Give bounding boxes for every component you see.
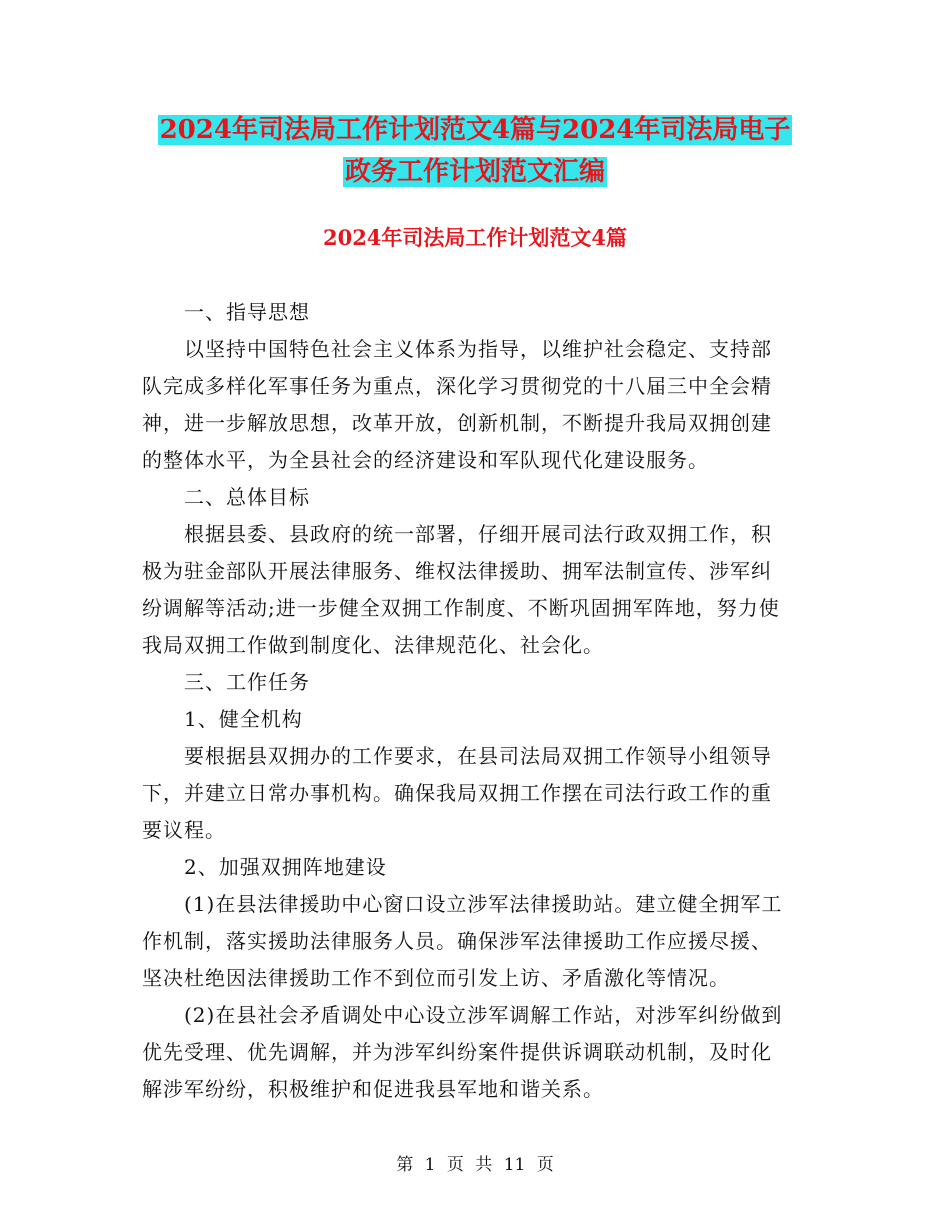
body-line: 解涉军纷纷，积极维护和促进我县军地和谐关系。: [142, 1077, 604, 1101]
body-line: 我局双拥工作做到制度化、法律规范化、社会化。: [142, 633, 604, 657]
body-line: 一、指导思想: [142, 300, 310, 324]
body-line: 根据县委、县政府的统一部署，仔细开展司法行政双拥工作，积: [142, 522, 772, 546]
body-line: 1、健全机构: [142, 707, 303, 731]
section-heading: 2024年司法局工作计划范文4篇: [322, 225, 628, 250]
body-line: 三、工作任务: [142, 670, 310, 694]
document-title-line-1: [0, 113, 950, 147]
body-line: 队完成多样化军事任务为重点，深化学习贯彻党的十八届三中全会精: [142, 374, 772, 398]
body-line: 极为驻金部队开展法律服务、维权法律援助、拥军法制宣传、涉军纠: [142, 559, 772, 583]
body-line: (2)在县社会矛盾调处中心设立涉军调解工作站，对涉军纠纷做到: [142, 1003, 783, 1027]
body-line: 要议程。: [142, 818, 226, 842]
body-line: 优先受理、优先调解，并为涉军纠纷案件提供诉调联动机制，及时化: [142, 1040, 772, 1064]
body-line: (1)在县法律援助中心窗口设立涉军法律援助站。建立健全拥军工: [142, 892, 783, 916]
title-highlight: 2024年司法局工作计划范文4篇与2024年司法局电子: [159, 115, 791, 145]
body-line: 要根据县双拥办的工作要求，在县司法局双拥工作领导小组领导: [142, 744, 772, 768]
body-line: 的整体水平，为全县社会的经济建设和军队现代化建设服务。: [142, 448, 709, 472]
body-line: 下，并建立日常办事机构。确保我局双拥工作摆在司法行政工作的重: [142, 781, 772, 805]
body-line: 神，进一步解放思想，改革开放，创新机制，不断提升我局双拥创建: [142, 411, 772, 435]
body-line: 作机制，落实援助法律服务人员。确保涉军法律援助工作应援尽援、: [142, 929, 772, 953]
title-highlight: 政务工作计划范文汇编: [344, 157, 605, 187]
body-line: 坚决杜绝因法律援助工作不到位而引发上访、矛盾激化等情况。: [142, 966, 730, 990]
body-line: 以坚持中国特色社会主义体系为指导，以维护社会稳定、支持部: [142, 337, 772, 361]
body-line: 2、加强双拥阵地建设: [142, 855, 387, 879]
body-line: 纷调解等活动;进一步健全双拥工作制度、不断巩固拥军阵地，努力使: [142, 596, 780, 620]
page-footer: 第 1 页 共 11 页: [396, 1155, 554, 1175]
document-title-line-2: [0, 155, 950, 189]
body-line: 二、总体目标: [142, 485, 310, 509]
